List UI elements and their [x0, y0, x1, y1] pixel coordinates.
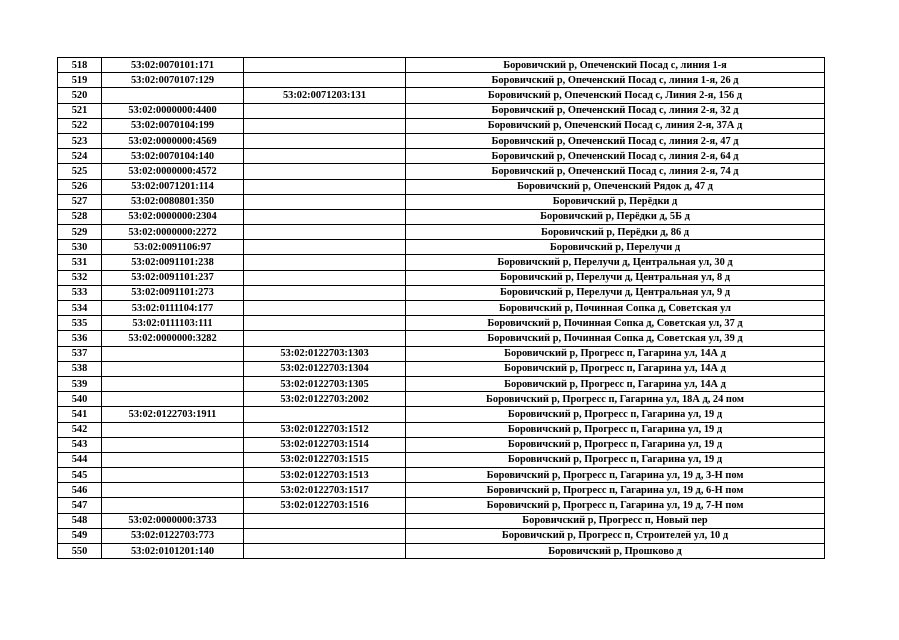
address-cell: Боровичский р, Прогресс п, Гагарина ул, 19 д [406, 422, 825, 437]
building-cadastral-number-cell [244, 58, 406, 73]
address-cell: Боровичский р, Починная Сопка д, Советская ул, 39 д [406, 331, 825, 346]
address-cell: Боровичский р, Опеченский Посад с, линия 2-я, 47 д [406, 133, 825, 148]
building-cadastral-number-cell [244, 301, 406, 316]
table-row [58, 407, 825, 422]
table-row [58, 544, 825, 559]
row-number-cell: 533 [58, 285, 102, 300]
row-number-cell: 524 [58, 149, 102, 164]
address-cell: Боровичский р, Опеченский Посад с, линия 2-я, 64 д [406, 149, 825, 164]
address-cell: Боровичский р, Перелучи д [406, 240, 825, 255]
table-row [58, 133, 825, 148]
table-row [58, 528, 825, 543]
table-row [58, 209, 825, 224]
row-number-cell: 539 [58, 376, 102, 391]
table-row [58, 179, 825, 194]
address-cell: Боровичский р, Прогресс п, Строителей ул, 10 д [406, 528, 825, 543]
building-cadastral-number-cell [244, 179, 406, 194]
table-row [58, 164, 825, 179]
cadastral-number-cell: 53:02:0000000:4572 [102, 164, 244, 179]
cadastral-number-cell: 53:02:0000000:4569 [102, 133, 244, 148]
cadastral-number-cell: 53:02:0080801:350 [102, 194, 244, 209]
table-row [58, 285, 825, 300]
row-number-cell: 536 [58, 331, 102, 346]
building-cadastral-number-cell [244, 407, 406, 422]
address-cell: Боровичский р, Починная Сопка д, Советская ул, 37 д [406, 316, 825, 331]
table-row [58, 361, 825, 376]
row-number-cell: 547 [58, 498, 102, 513]
building-cadastral-number-cell [244, 209, 406, 224]
cadastral-number-cell: 53:02:0122703:773 [102, 528, 244, 543]
building-cadastral-number-cell [244, 513, 406, 528]
row-number-cell: 523 [58, 133, 102, 148]
address-cell: Боровичский р, Прогресс п, Новый пер [406, 513, 825, 528]
cadastral-number-cell [102, 392, 244, 407]
cadastral-number-cell [102, 88, 244, 103]
row-number-cell: 545 [58, 468, 102, 483]
address-cell: Боровичский р, Прогресс п, Гагарина ул, 18А д, 24 пом [406, 392, 825, 407]
row-number-cell: 519 [58, 73, 102, 88]
row-number-cell: 548 [58, 513, 102, 528]
building-cadastral-number-cell [244, 240, 406, 255]
building-cadastral-number-cell: 53:02:0122703:1304 [244, 361, 406, 376]
cadastral-number-cell [102, 422, 244, 437]
table-row [58, 376, 825, 391]
row-number-cell: 546 [58, 483, 102, 498]
address-cell: Боровичский р, Починная Сопка д, Советская ул [406, 301, 825, 316]
address-cell: Боровичский р, Перелучи д, Центральная ул, 9 д [406, 285, 825, 300]
building-cadastral-number-cell: 53:02:0122703:1514 [244, 437, 406, 452]
building-cadastral-number-cell [244, 255, 406, 270]
row-number-cell: 541 [58, 407, 102, 422]
cadastral-number-cell: 53:02:0070104:199 [102, 118, 244, 133]
table-row [58, 392, 825, 407]
cadastral-number-cell: 53:02:0091106:97 [102, 240, 244, 255]
row-number-cell: 527 [58, 194, 102, 209]
cadastral-number-cell: 53:02:0111104:177 [102, 301, 244, 316]
building-cadastral-number-cell: 53:02:0122703:1512 [244, 422, 406, 437]
table-row [58, 513, 825, 528]
table-row [58, 240, 825, 255]
row-number-cell: 534 [58, 301, 102, 316]
address-cell: Боровичский р, Опеченский Посад с, линия 2-я, 37А д [406, 118, 825, 133]
address-cell: Боровичский р, Прогресс п, Гагарина ул, 19 д [406, 437, 825, 452]
registry-table-body [58, 58, 825, 559]
row-number-cell: 532 [58, 270, 102, 285]
cadastral-number-cell [102, 376, 244, 391]
table-row [58, 73, 825, 88]
row-number-cell: 530 [58, 240, 102, 255]
table-row [58, 316, 825, 331]
cadastral-number-cell [102, 452, 244, 467]
address-cell: Боровичский р, Опеченский Рядок д, 47 д [406, 179, 825, 194]
table-row [58, 437, 825, 452]
cadastral-number-cell [102, 361, 244, 376]
building-cadastral-number-cell [244, 285, 406, 300]
row-number-cell: 537 [58, 346, 102, 361]
building-cadastral-number-cell: 53:02:0122703:1515 [244, 452, 406, 467]
building-cadastral-number-cell: 53:02:0122703:1305 [244, 376, 406, 391]
table-row [58, 194, 825, 209]
address-cell: Боровичский р, Опеченский Посад с, линия 2-я, 32 д [406, 103, 825, 118]
cadastral-number-cell: 53:02:0000000:2272 [102, 225, 244, 240]
cadastral-number-cell: 53:02:0000000:4400 [102, 103, 244, 118]
row-number-cell: 526 [58, 179, 102, 194]
building-cadastral-number-cell: 53:02:0122703:1513 [244, 468, 406, 483]
cadastral-number-cell: 53:02:0101201:140 [102, 544, 244, 559]
cadastral-number-cell: 53:02:0122703:1911 [102, 407, 244, 422]
row-number-cell: 528 [58, 209, 102, 224]
building-cadastral-number-cell [244, 331, 406, 346]
building-cadastral-number-cell [244, 133, 406, 148]
table-row [58, 301, 825, 316]
cadastral-number-cell [102, 483, 244, 498]
row-number-cell: 529 [58, 225, 102, 240]
cadastral-number-cell [102, 346, 244, 361]
table-row [58, 498, 825, 513]
row-number-cell: 549 [58, 528, 102, 543]
building-cadastral-number-cell [244, 118, 406, 133]
table-row [58, 346, 825, 361]
row-number-cell: 525 [58, 164, 102, 179]
table-row [58, 270, 825, 285]
table-row [58, 118, 825, 133]
table-row [58, 225, 825, 240]
address-cell: Боровичский р, Опеченский Посад с, линия 1-я [406, 58, 825, 73]
address-cell: Боровичский р, Прогресс п, Гагарина ул, 19 д [406, 452, 825, 467]
address-cell: Боровичский р, Прогресс п, Гагарина ул, 14А д [406, 346, 825, 361]
row-number-cell: 550 [58, 544, 102, 559]
row-number-cell: 538 [58, 361, 102, 376]
table-row [58, 452, 825, 467]
address-cell: Боровичский р, Прогресс п, Гагарина ул, 19 д, 3-Н пом [406, 468, 825, 483]
table-row [58, 88, 825, 103]
cadastral-number-cell: 53:02:0070101:171 [102, 58, 244, 73]
table-row [58, 255, 825, 270]
address-cell: Боровичский р, Перелучи д, Центральная ул, 30 д [406, 255, 825, 270]
row-number-cell: 522 [58, 118, 102, 133]
property-registry-table [57, 57, 825, 559]
cadastral-number-cell: 53:02:0070107:129 [102, 73, 244, 88]
row-number-cell: 540 [58, 392, 102, 407]
address-cell: Боровичский р, Опеченский Посад с, линия 2-я, 74 д [406, 164, 825, 179]
cadastral-number-cell: 53:02:0091101:238 [102, 255, 244, 270]
address-cell: Боровичский р, Опеченский Посад с, Линия 2-я, 156 д [406, 88, 825, 103]
building-cadastral-number-cell [244, 164, 406, 179]
table-row [58, 103, 825, 118]
address-cell: Боровичский р, Прогресс п, Гагарина ул, 19 д, 7-Н пом [406, 498, 825, 513]
row-number-cell: 544 [58, 452, 102, 467]
building-cadastral-number-cell: 53:02:0122703:2002 [244, 392, 406, 407]
cadastral-number-cell: 53:02:0071201:114 [102, 179, 244, 194]
cadastral-number-cell: 53:02:0070104:140 [102, 149, 244, 164]
table-row [58, 422, 825, 437]
building-cadastral-number-cell [244, 225, 406, 240]
cadastral-number-cell: 53:02:0091101:237 [102, 270, 244, 285]
building-cadastral-number-cell [244, 194, 406, 209]
building-cadastral-number-cell [244, 73, 406, 88]
address-cell: Боровичский р, Прогресс п, Гагарина ул, 19 д, 6-Н пом [406, 483, 825, 498]
building-cadastral-number-cell [244, 103, 406, 118]
building-cadastral-number-cell [244, 544, 406, 559]
building-cadastral-number-cell [244, 528, 406, 543]
address-cell: Боровичский р, Прогресс п, Гагарина ул, 19 д [406, 407, 825, 422]
address-cell: Боровичский р, Перёдки д, 86 д [406, 225, 825, 240]
row-number-cell: 542 [58, 422, 102, 437]
cadastral-number-cell: 53:02:0000000:3282 [102, 331, 244, 346]
row-number-cell: 521 [58, 103, 102, 118]
address-cell: Боровичский р, Прогресс п, Гагарина ул, 14А д [406, 376, 825, 391]
row-number-cell: 543 [58, 437, 102, 452]
building-cadastral-number-cell [244, 270, 406, 285]
address-cell: Боровичский р, Прошково д [406, 544, 825, 559]
table-row [58, 468, 825, 483]
building-cadastral-number-cell [244, 316, 406, 331]
address-cell: Боровичский р, Перёдки д [406, 194, 825, 209]
address-cell: Боровичский р, Перелучи д, Центральная ул, 8 д [406, 270, 825, 285]
cadastral-number-cell [102, 437, 244, 452]
cadastral-number-cell: 53:02:0091101:273 [102, 285, 244, 300]
cadastral-number-cell: 53:02:0111103:111 [102, 316, 244, 331]
row-number-cell: 520 [58, 88, 102, 103]
cadastral-number-cell: 53:02:0000000:3733 [102, 513, 244, 528]
table-row [58, 149, 825, 164]
table-row [58, 331, 825, 346]
building-cadastral-number-cell: 53:02:0122703:1303 [244, 346, 406, 361]
building-cadastral-number-cell: 53:02:0122703:1517 [244, 483, 406, 498]
row-number-cell: 531 [58, 255, 102, 270]
row-number-cell: 518 [58, 58, 102, 73]
table-row [58, 58, 825, 73]
address-cell: Боровичский р, Перёдки д, 5Б д [406, 209, 825, 224]
building-cadastral-number-cell [244, 149, 406, 164]
building-cadastral-number-cell: 53:02:0122703:1516 [244, 498, 406, 513]
address-cell: Боровичский р, Опеченский Посад с, линия 1-я, 26 д [406, 73, 825, 88]
cadastral-number-cell: 53:02:0000000:2304 [102, 209, 244, 224]
address-cell: Боровичский р, Прогресс п, Гагарина ул, 14А д [406, 361, 825, 376]
cadastral-number-cell [102, 468, 244, 483]
row-number-cell: 535 [58, 316, 102, 331]
building-cadastral-number-cell: 53:02:0071203:131 [244, 88, 406, 103]
table-row [58, 483, 825, 498]
cadastral-number-cell [102, 498, 244, 513]
